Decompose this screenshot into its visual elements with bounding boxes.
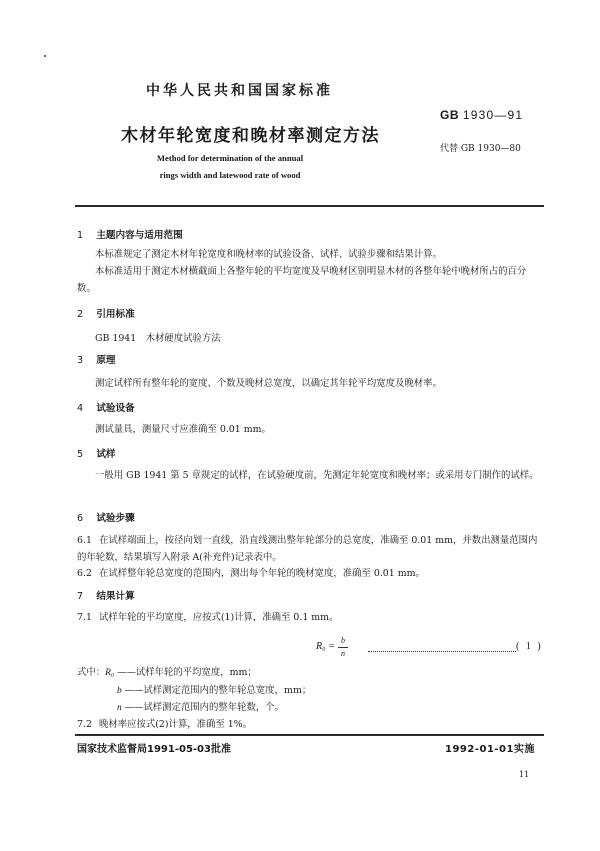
clause-number: 6.1 bbox=[77, 535, 92, 546]
variable-symbol: n bbox=[117, 703, 122, 713]
document-title-en bbox=[150, 150, 310, 184]
title-en-line2: rings width and latewood rate of wood bbox=[159, 170, 301, 180]
title-en-line1: Method for determination of the annual bbox=[156, 153, 304, 163]
standard-number: 1930—91 bbox=[462, 108, 524, 122]
page-number: 11 bbox=[519, 770, 530, 779]
section-title: 试验设备 bbox=[96, 403, 135, 414]
clause-text: 晚材率应按式(2)计算，准确至 1%。 bbox=[99, 719, 253, 730]
section-number: 5 bbox=[77, 449, 84, 460]
section-title: 原理 bbox=[96, 355, 116, 366]
section-1-paragraph-1: 本标准规定了测定木材年轮宽度和晚材率的试验设备、试样、试验步骤和结果计算。 bbox=[95, 249, 442, 260]
standard-code bbox=[440, 108, 523, 122]
section-4-paragraph: 测试量具，测量尺寸应准确至 0.01 mm。 bbox=[95, 424, 271, 435]
variable-symbol: b bbox=[117, 686, 122, 696]
equation-number: ( 1 ) bbox=[516, 641, 543, 652]
section-number: 7 bbox=[77, 591, 84, 602]
variable-symbol: R₀ bbox=[105, 668, 115, 678]
national-standard-label: 中华人民共和国国家标准 bbox=[146, 83, 333, 99]
section-6-heading bbox=[77, 510, 135, 524]
variable-desc: ——试样测定范围内的整年轮总宽度，mm； bbox=[124, 685, 312, 696]
clause-number: 7.2 bbox=[77, 719, 92, 730]
section-2-reference: GB 1941 木材硬度试验方法 bbox=[95, 333, 221, 344]
where-item-2 bbox=[117, 682, 311, 696]
scan-speck bbox=[44, 55, 46, 57]
clause-7-2 bbox=[77, 716, 543, 733]
clause-text: 在试样端面上，按径向划一直线，沿直线测出整年轮部分的总宽度，准确至 0.01 mm，并数出测量范围内的年轮数，结果填写入附录 A(补充件)记录表中。 bbox=[77, 535, 538, 563]
variable-desc: ——试样测定范围内的整年轮数，个。 bbox=[124, 702, 285, 713]
clause-text: 试样年轮的平均宽度，应按式(1)计算，准确至 0.1 mm。 bbox=[99, 612, 339, 623]
section-title: 试样 bbox=[96, 449, 116, 460]
section-5-paragraph: 一般用 GB 1941 第 5 章规定的试样，在试验硬度前，先测定年轮宽度和晚材率；或采用专门制作的试样。 bbox=[95, 470, 539, 481]
where-label: 式中： bbox=[77, 667, 106, 678]
section-7-heading bbox=[77, 588, 135, 602]
section-number: 2 bbox=[77, 309, 84, 320]
fraction-bar bbox=[338, 647, 348, 648]
approval-date: 国家技术监督局1991-05-03批准 bbox=[77, 744, 231, 755]
where-item-1 bbox=[77, 664, 257, 678]
replaces-standard: 代替 GB 1930—80 bbox=[440, 144, 521, 154]
clause-7-1 bbox=[77, 609, 543, 626]
clause-number: 7.1 bbox=[77, 612, 92, 623]
clause-text: 在试样整年轮总宽度的范围内，测出每个年轮的晚材宽度，准确至 0.01 mm。 bbox=[99, 568, 425, 579]
where-item-3 bbox=[117, 699, 284, 713]
section-4-heading bbox=[77, 400, 135, 414]
section-title: 结果计算 bbox=[96, 591, 135, 602]
section-number: 3 bbox=[77, 355, 84, 366]
section-5-heading bbox=[77, 446, 116, 460]
formula-1-lhs: R₀ = bbox=[316, 641, 335, 652]
section-1-heading bbox=[77, 227, 183, 241]
clause-6-1 bbox=[77, 532, 543, 566]
section-number: 1 bbox=[77, 230, 84, 241]
standard-prefix: GB bbox=[440, 108, 459, 122]
variable-desc: ——试样年轮的平均宽度，mm； bbox=[117, 667, 257, 678]
section-title: 试验步骤 bbox=[96, 513, 135, 524]
section-1-paragraph-2: 本标准适用于测定木材横截面上各整年轮的平均宽度及早晚材区别明显木材的各整年轮中晚材所占的百分数。 bbox=[77, 266, 527, 294]
document-title-cn: 木材年轮宽度和晚材率测定方法 bbox=[121, 126, 380, 146]
section-2-heading bbox=[77, 306, 135, 320]
formula-1-fraction bbox=[338, 636, 348, 659]
section-title: 引用标准 bbox=[96, 309, 135, 320]
dot-leader bbox=[368, 645, 516, 652]
section-number: 4 bbox=[77, 403, 84, 414]
footer-divider bbox=[75, 734, 544, 736]
header-divider bbox=[75, 205, 544, 207]
section-number: 6 bbox=[77, 513, 84, 524]
section-3-paragraph: 测定试样所有整年轮的宽度、个数及晚材总宽度，以确定其年轮平均宽度及晚材率。 bbox=[95, 378, 442, 389]
numerator: b bbox=[341, 636, 345, 645]
effective-date: 1992-01-01实施 bbox=[445, 744, 535, 755]
denominator: n bbox=[341, 649, 345, 658]
section-3-heading bbox=[77, 352, 116, 366]
clause-6-2 bbox=[77, 565, 543, 582]
clause-number: 6.2 bbox=[77, 568, 92, 579]
section-title: 主题内容与适用范围 bbox=[96, 230, 183, 241]
